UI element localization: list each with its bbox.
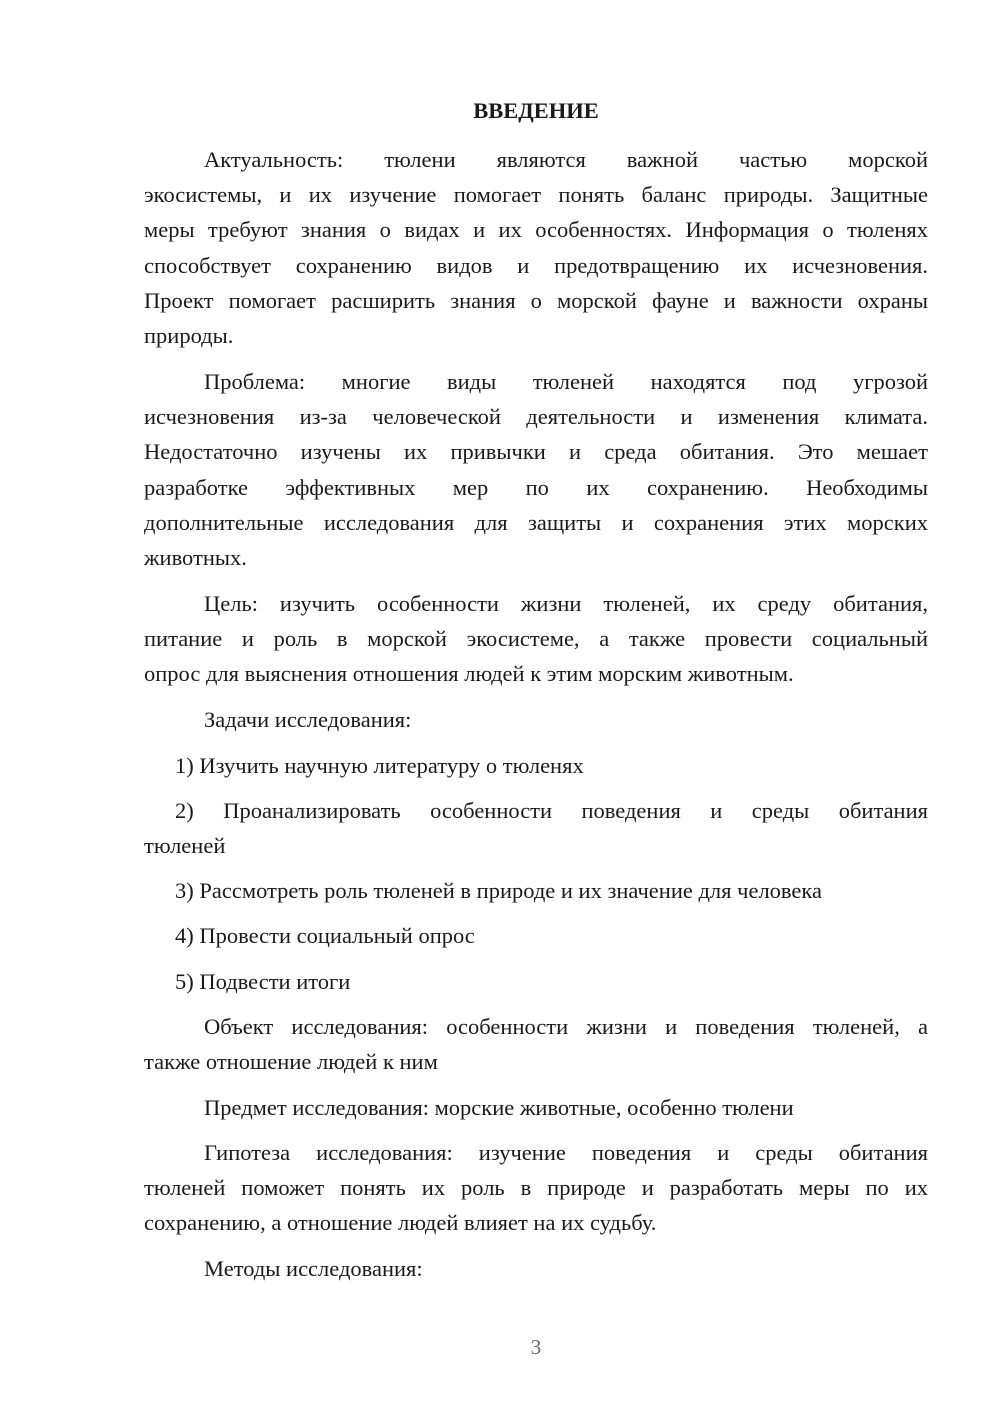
object-line: также отношение людей к ним [144, 1049, 438, 1074]
problem-line: животных. [144, 545, 247, 570]
goal-line: Цель: изучить особенности жизни тюленей, их среду обитания, [204, 591, 928, 616]
hypothesis-line: сохранению, а отношение людей влияет на их судьбу. [144, 1210, 657, 1235]
actuality-line: экосистемы, и их изучение помогает понять баланс природы. Защитные [144, 182, 928, 207]
goal-line: опрос для выяснения отношения людей к этим морским животным. [144, 661, 794, 686]
actuality-line: Актуальность: тюлени являются важной частью морской [204, 147, 928, 172]
task-item: 5) Подвести итоги [175, 969, 351, 994]
problem-line: разработке эффективных мер по их сохранению. Необходимы [144, 475, 928, 500]
actuality-line: Проект помогает расширить знания о морской фауне и важности охраны [144, 288, 928, 313]
actuality-line: меры требуют знания о видах и их особенностях. Информация о тюленях [144, 217, 928, 242]
task-item: 2) Проанализировать особенности поведения и среды обитания [175, 798, 928, 823]
task-item: 3) Рассмотреть роль тюленей в природе и их значение для человека [175, 878, 822, 903]
problem-line: Проблема: многие виды тюленей находятся под угрозой [204, 369, 928, 394]
task-item: 4) Провести социальный опрос [175, 923, 475, 948]
object-line: Объект исследования: особенности жизни и поведения тюленей, а [204, 1014, 928, 1039]
tasks-heading: Задачи исследования: [204, 707, 412, 732]
actuality-line: природы. [144, 323, 234, 348]
problem-line: дополнительные исследования для защиты и сохранения этих морских [144, 510, 928, 535]
task-item: 1) Изучить научную литературу о тюленях [175, 753, 584, 778]
problem-line: исчезновения из-за человеческой деятельности и изменения климата. [144, 404, 928, 429]
page-number: 3 [530, 1335, 542, 1359]
problem-line: Недостаточно изучены их привычки и среда обитания. Это мешает [144, 439, 928, 464]
hypothesis-line: Гипотеза исследования: изучение поведения и среды обитания [204, 1140, 928, 1165]
page-title: ВВЕДЕНИЕ [473, 98, 599, 123]
goal-line: питание и роль в морской экосистеме, а также провести социальный [144, 626, 928, 651]
methods-heading: Методы исследования: [204, 1256, 423, 1281]
hypothesis-line: тюленей поможет понять их роль в природе и разработать меры по их [144, 1175, 928, 1200]
task-item-continuation: тюленей [144, 833, 226, 858]
actuality-line: способствует сохранению видов и предотвращению их исчезновения. [144, 253, 928, 278]
subject-paragraph: Предмет исследования: морские животные, особенно тюлени [204, 1095, 794, 1120]
